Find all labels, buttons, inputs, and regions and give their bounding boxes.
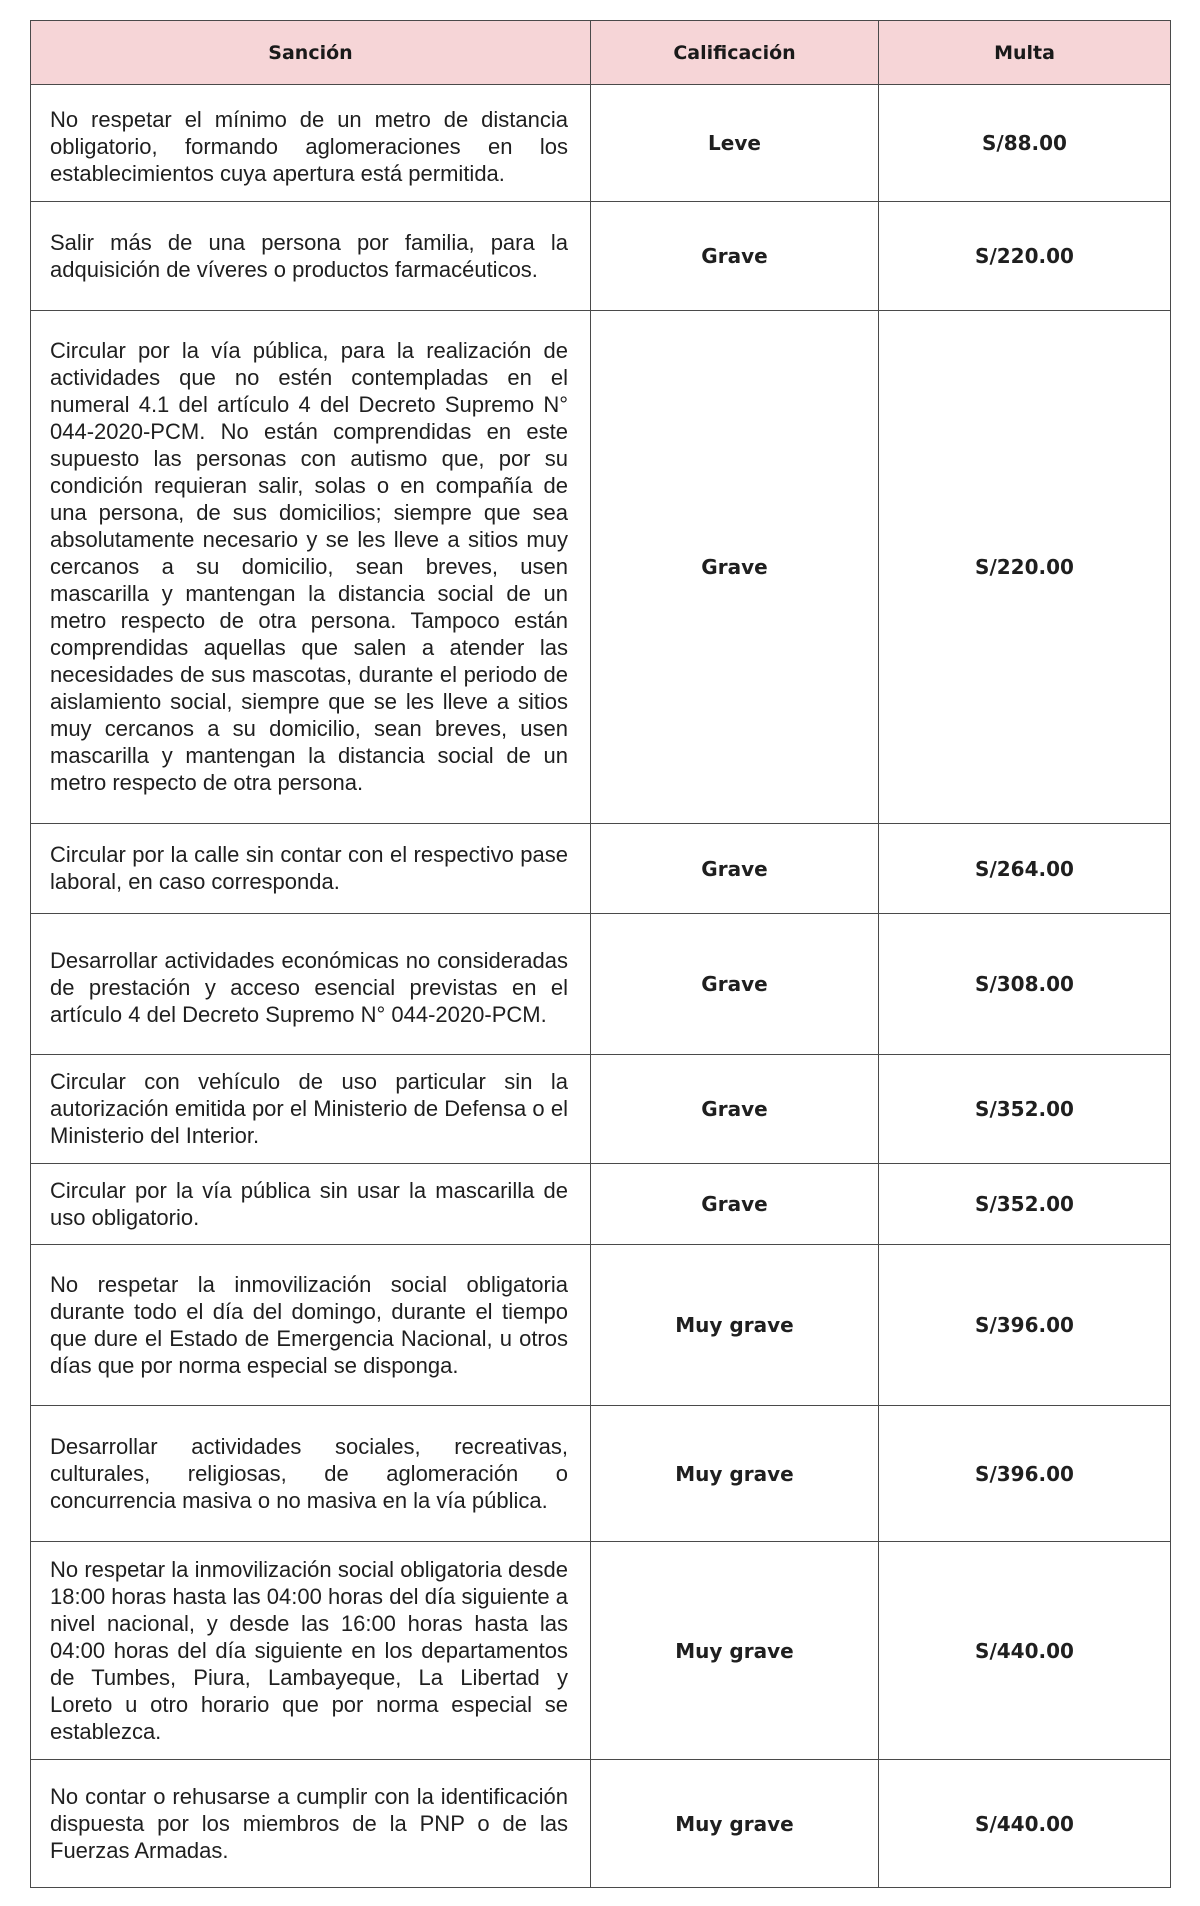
calificacion-cell: Muy grave bbox=[591, 1245, 879, 1406]
sancion-cell: Salir más de una persona por familia, para la adquisición de víveres o productos farmacéuticos. bbox=[31, 202, 591, 311]
table-header-row bbox=[31, 21, 1171, 85]
table-row bbox=[31, 824, 1171, 914]
table-row bbox=[31, 1245, 1171, 1406]
header-calificacion: Calificación bbox=[591, 21, 879, 85]
calificacion-cell: Grave bbox=[591, 202, 879, 311]
sancion-cell: Circular por la vía pública, para la realización de actividades que no estén contempladas en el numeral 4.1 del artículo 4 del Decreto Supremo N° 044-2020-PCM. No están comprendidas en este supuesto las personas con autismo que, por su condición requieran salir, solas o en compañía de una persona, de sus domicilios; siempre que sea absolutamente necesario y se les lleve a sitios muy cercanos a su domicilio, sean breves, usen mascarilla y mantengan la distancia social de un metro respecto de otra persona. Tampoco están comprendidas aquellas que salen a atender las necesidades de sus mascotas, durante el periodo de aislamiento social, siempre que se les lleve a sitios muy cercanos a su domicilio, sean breves, usen mascarilla y mantengan la distancia social de un metro respecto de otra persona. bbox=[31, 311, 591, 824]
multa-cell: S/440.00 bbox=[879, 1760, 1171, 1888]
calificacion-cell: Muy grave bbox=[591, 1406, 879, 1542]
calificacion-cell: Grave bbox=[591, 311, 879, 824]
table-row bbox=[31, 202, 1171, 311]
table-row bbox=[31, 1164, 1171, 1245]
calificacion-cell: Grave bbox=[591, 1164, 879, 1245]
calificacion-cell: Grave bbox=[591, 914, 879, 1055]
sancion-cell: No contar o rehusarse a cumplir con la identificación dispuesta por los miembros de la PNP o de las Fuerzas Armadas. bbox=[31, 1760, 591, 1888]
multa-cell: S/220.00 bbox=[879, 202, 1171, 311]
multa-cell: S/308.00 bbox=[879, 914, 1171, 1055]
multa-cell: S/352.00 bbox=[879, 1164, 1171, 1245]
multa-cell: S/264.00 bbox=[879, 824, 1171, 914]
calificacion-cell: Grave bbox=[591, 1055, 879, 1164]
multa-cell: S/396.00 bbox=[879, 1245, 1171, 1406]
sancion-cell: Desarrollar actividades económicas no consideradas de prestación y acceso esencial previstas en el artículo 4 del Decreto Supremo N° 044-2020-PCM. bbox=[31, 914, 591, 1055]
multa-cell: S/396.00 bbox=[879, 1406, 1171, 1542]
table-row bbox=[31, 1406, 1171, 1542]
sancion-cell: No respetar la inmovilización social obligatoria desde 18:00 horas hasta las 04:00 horas del día siguiente a nivel nacional, y desde las 16:00 horas hasta las 04:00 horas del día siguiente en los departamentos de Tumbes, Piura, Lambayeque, La Libertad y Loreto u otro horario que por norma especial se establezca. bbox=[31, 1542, 591, 1760]
sanctions-document bbox=[30, 20, 1170, 1888]
sancion-cell: Circular con vehículo de uso particular sin la autorización emitida por el Ministerio de Defensa o el Ministerio del Interior. bbox=[31, 1055, 591, 1164]
sancion-cell: Circular por la vía pública sin usar la mascarilla de uso obligatorio. bbox=[31, 1164, 591, 1245]
sancion-cell: Desarrollar actividades sociales, recreativas, culturales, religiosas, de aglomeración o concurrencia masiva o no masiva en la vía pública. bbox=[31, 1406, 591, 1542]
calificacion-cell: Muy grave bbox=[591, 1760, 879, 1888]
header-multa: Multa bbox=[879, 21, 1171, 85]
calificacion-cell: Muy grave bbox=[591, 1542, 879, 1760]
sancion-cell: No respetar la inmovilización social obligatoria durante todo el día del domingo, durante el tiempo que dure el Estado de Emergencia Nacional, u otros días que por norma especial se disponga. bbox=[31, 1245, 591, 1406]
sanctions-table bbox=[30, 20, 1171, 1888]
table-row bbox=[31, 1760, 1171, 1888]
calificacion-cell: Leve bbox=[591, 85, 879, 202]
table-row bbox=[31, 311, 1171, 824]
calificacion-cell: Grave bbox=[591, 824, 879, 914]
sancion-cell: No respetar el mínimo de un metro de distancia obligatorio, formando aglomeraciones en los establecimientos cuya apertura está permitida. bbox=[31, 85, 591, 202]
multa-cell: S/352.00 bbox=[879, 1055, 1171, 1164]
table-row bbox=[31, 1542, 1171, 1760]
table-row bbox=[31, 1055, 1171, 1164]
sancion-cell: Circular por la calle sin contar con el respectivo pase laboral, en caso corresponda. bbox=[31, 824, 591, 914]
multa-cell: S/440.00 bbox=[879, 1542, 1171, 1760]
multa-cell: S/220.00 bbox=[879, 311, 1171, 824]
multa-cell: S/88.00 bbox=[879, 85, 1171, 202]
table-row bbox=[31, 914, 1171, 1055]
table-row bbox=[31, 85, 1171, 202]
header-sancion: Sanción bbox=[31, 21, 591, 85]
